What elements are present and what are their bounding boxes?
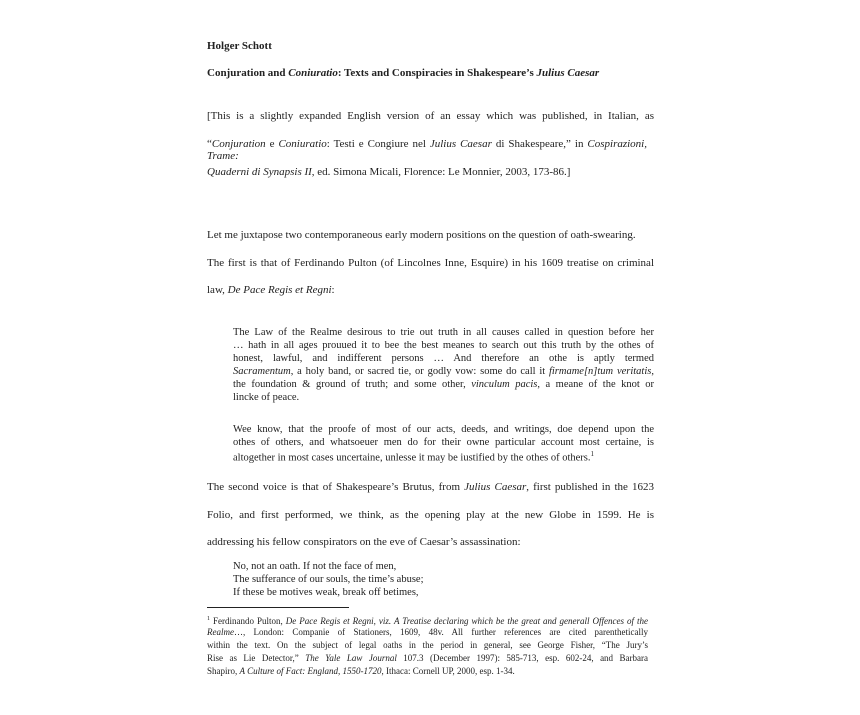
title-part: : Texts and Conspiracies in Shakespeare’s	[337, 67, 537, 79]
para1-line-1: Let me juxtapose two contemporaneous early modern positions on the question of oath-swearing.	[207, 229, 636, 241]
para2-line-2: Folio, and first performed, we think, as the opening play at the new Globe in 1599. He is	[207, 509, 654, 521]
footnote-line-3: within the text. On the subject of legal oaths in the period in general, see George Fisher, “The Jury’s	[207, 640, 648, 650]
footnote-line-1: $^1$ Ferdinando Pulton, De Pace Regis et Regni, viz. A Treatise declaring which be the great and generall Offences of the	[207, 616, 648, 626]
quote2-line-2: othes of others, and whatsoeuer men do for their owne particular account most certaine, is	[233, 437, 654, 448]
footnote-line-4: Rise as Lie Detector,” The Yale Law Journal 107.3 (December 1997): 585-713, esp. 602-24, and Barbara	[207, 653, 649, 663]
footnote-marker: 1	[590, 450, 594, 458]
note-line-1: [This is a slightly expanded English version of an essay which was published, in Italian, as	[207, 110, 654, 122]
author-name: Holger Schott	[207, 40, 272, 52]
para1-line-3: law, De Pace Regis et Regni:	[207, 284, 335, 296]
footnote-line-2: Realme…, London: Companie of Stationers, 1609, 48v. All further references are cited parenthetically	[207, 627, 648, 637]
footnote-line-5: Shapiro, A Culture of Fact: England, 1550-1720, Ithaca: Cornell UP, 2000, esp. 1-34.	[207, 666, 515, 676]
quote1-line-6: lincke of peace.	[233, 392, 300, 403]
quote1-line-4: Sacramentum, a holy band, or sacred tie, or godly vow: some do call it firmame[n]tum veritatis,	[233, 366, 654, 377]
verse-line-1: No, not an oath. If not the face of men,	[233, 561, 397, 572]
quote1-line-5: the foundation & ground of truth; and some other, vinculum pacis, a meane of the knot or	[233, 379, 654, 390]
note-line-2: “Conjuration e Coniuratio: Testi e Congiure nel Julius Caesar di Shakespeare,” in Cospirazioni, Trame:	[207, 138, 647, 162]
quote1-line-1: The Law of the Realme desirous to trie out truth in all causes called in question before her	[233, 327, 654, 338]
quote2-line-1: Wee know, that the proofe of most of our acts, deeds, and writings, doe depend upon the	[233, 424, 654, 435]
title-part: Conjuration and	[207, 67, 289, 79]
quote1-line-3: honest, lawful, and indifferent persons … And therefore an othe is aptly termed	[233, 353, 654, 364]
title-italic: Coniuratio	[288, 67, 338, 79]
quote2-line-3: altogether in most cases uncertaine, unlesse it may be iustified by the othes of others.$^1$	[233, 450, 594, 464]
verse-line-3: If these be motives weak, break off betimes,	[233, 587, 419, 598]
para2-line-3: addressing his fellow conspirators on the eve of Caesar’s assassination:	[207, 536, 521, 548]
note-line-3: Quaderni di Synapsis II, ed. Simona Micali, Florence: Le Monnier, 2003, 173-86.]	[207, 166, 571, 178]
verse-line-2: The sufferance of our souls, the time’s abuse;	[233, 574, 424, 585]
para2-line-1: The second voice is that of Shakespeare’s Brutus, from Julius Caesar, first published in the 1623	[207, 481, 654, 493]
quote1-line-2: … hath in all ages prouued it to bee the best meanes to search out this truth by the othes of	[233, 340, 654, 351]
para1-line-2: The first is that of Ferdinando Pulton (of Lincolnes Inne, Esquire) in his 1609 treatise on criminal	[207, 257, 654, 269]
footnote-divider	[207, 607, 349, 608]
title-italic: Julius Caesar	[536, 67, 600, 79]
document-title	[207, 67, 599, 79]
